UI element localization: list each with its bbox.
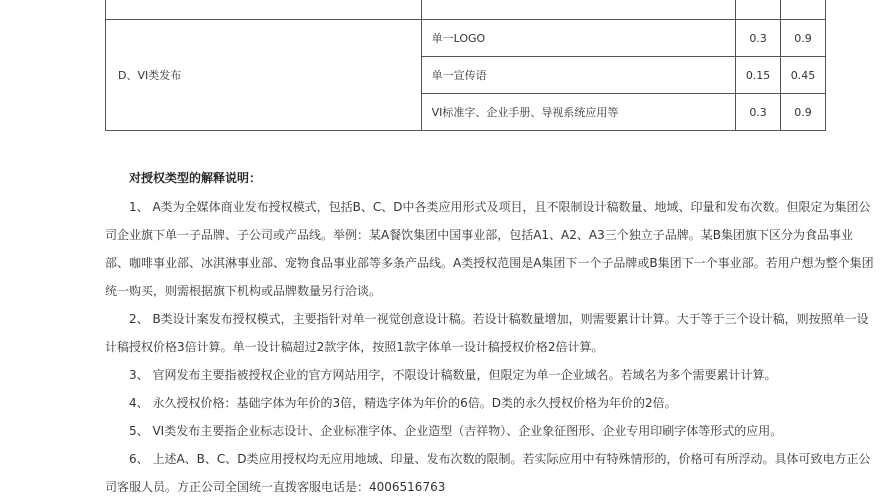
notes-title: 对授权类型的解释说明： xyxy=(129,171,262,185)
table-cell-value1 xyxy=(736,0,781,20)
table-cell-item: VI标准字、企业手册、导视系统应用等 xyxy=(421,94,736,131)
note-paragraph-6: 6、 上述A、B、C、D类应用授权均无应用地域、印量、发布次数的限制。若实际应用中有特殊情形的，价格可有所浮动。具体可致电方正公司客服人员。方正公司全国统一直拨客服电话是：4006516763 xyxy=(105,452,871,494)
table-cell-category-empty xyxy=(106,0,422,20)
note-paragraph-4: 4、 永久授权价格：基础字体为年价的3倍，精选字体为年价的6倍。D类的永久授权价格为年价的2倍。 xyxy=(129,396,677,410)
table-cell-value1: 0.3 xyxy=(736,94,781,131)
table-cell-item xyxy=(421,0,736,20)
note-paragraph-5: 5、 VI类发布主要指企业标志设计、企业标准字体、企业造型（吉祥物）、企业象征图形、企业专用印刷字体等形式的应用。 xyxy=(129,424,783,438)
table-row xyxy=(106,0,826,20)
table-cell-category: D、VI类发布 xyxy=(106,20,422,131)
table-cell-value2 xyxy=(781,0,826,20)
table-cell-value2: 0.9 xyxy=(781,94,826,131)
table-cell-item: 单一LOGO xyxy=(421,20,736,57)
table-cell-value1: 0.3 xyxy=(736,20,781,57)
table-cell-item: 单一宣传语 xyxy=(421,57,736,94)
note-paragraph-2: 2、 B类设计案发布授权模式，主要指针对单一视觉创意设计稿。若设计稿数量增加，则需要累计计算。大于等于三个设计稿，则按照单一设计稿授权价格3倍计算。单一设计稿超过2款字体，按照1款字体单一设计稿授权价格2倍计算。 xyxy=(105,312,869,354)
table-cell-value2: 0.45 xyxy=(781,57,826,94)
note-paragraph-3: 3、 官网发布主要指被授权企业的官方网站用字，不限设计稿数量，但限定为单一企业域名。若域名为多个需要累计计算。 xyxy=(129,368,777,382)
license-notes xyxy=(105,163,875,501)
table-cell-value2: 0.9 xyxy=(781,20,826,57)
note-paragraph-1: 1、 A类为全媒体商业发布授权模式，包括B、C、D中各类应用形式及项目，且不限制设计稿数量、地域、印量和发布次数。但限定为集团公司企业旗下单一子品牌、子公司或产品线。举例：某A餐饮集团中国事业部，包括A1、A2、A3三个独立子品牌。某B集团旗下区分为食品事业部、咖啡事业部、冰淇淋事业部、宠物食品事业部等多条产品线。A类授权范围是A集团下一个子品牌或B集团下一个事业部。若用户想为整个集团统一购买，则需根据旗下机构或品牌数量另行洽谈。 xyxy=(105,200,874,298)
table-row xyxy=(106,20,826,57)
table-cell-value1: 0.15 xyxy=(736,57,781,94)
pricing-table xyxy=(105,0,826,131)
